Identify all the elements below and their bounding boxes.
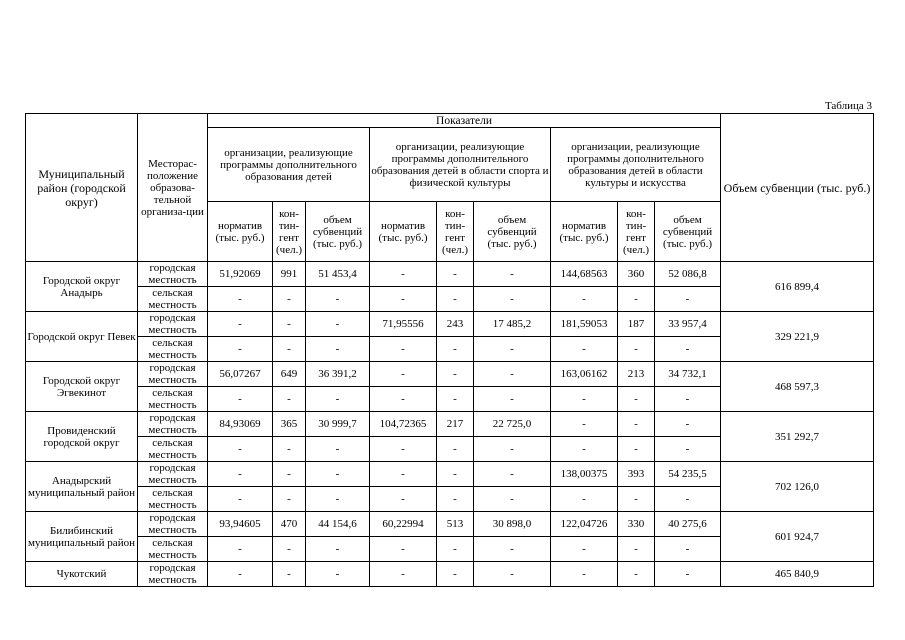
cell-value: -	[618, 337, 655, 362]
cell-value: 22 725,0	[474, 412, 551, 437]
cell-value: 649	[273, 362, 306, 387]
cell-value: 51,92069	[208, 262, 273, 287]
cell-value: 17 485,2	[474, 312, 551, 337]
municipality-name: Билибинский муниципальный район	[26, 512, 138, 562]
cell-value: 181,59053	[551, 312, 618, 337]
cell-value: -	[306, 312, 370, 337]
header-volume-general: объем субвенций (тыс. руб.)	[306, 202, 370, 262]
municipality-name: Городской округ Анадырь	[26, 262, 138, 312]
cell-value: 217	[437, 412, 474, 437]
cell-value: -	[655, 487, 721, 512]
subvention-total: 616 899,4	[721, 262, 874, 312]
cell-value: -	[208, 337, 273, 362]
location-rural: сельская местность	[138, 537, 208, 562]
header-group-general: организации, реализующие программы дополнительного образования детей	[208, 128, 370, 202]
header-total: Объем субвенции (тыс. руб.)	[721, 114, 874, 262]
cell-value: -	[437, 262, 474, 287]
cell-value: -	[474, 337, 551, 362]
cell-value: -	[370, 287, 437, 312]
cell-value: 122,04726	[551, 512, 618, 537]
cell-value: 144,68563	[551, 262, 618, 287]
cell-value: -	[474, 462, 551, 487]
cell-value: 44 154,6	[306, 512, 370, 537]
cell-value: -	[273, 462, 306, 487]
header-group-sport: организации, реализующие программы дополнительного образования детей в области спорта и физической культуры	[370, 128, 551, 202]
cell-value: 30 999,7	[306, 412, 370, 437]
cell-value: 187	[618, 312, 655, 337]
cell-value: 470	[273, 512, 306, 537]
cell-value: 243	[437, 312, 474, 337]
table-row	[26, 462, 874, 487]
header-norm-general: норматив (тыс. руб.)	[208, 202, 273, 262]
cell-value: -	[208, 562, 273, 587]
cell-value: 36 391,2	[306, 362, 370, 387]
cell-value: -	[655, 437, 721, 462]
cell-value: 138,00375	[551, 462, 618, 487]
cell-value: -	[618, 287, 655, 312]
municipality-name: Чукотский	[26, 562, 138, 587]
municipality-name: Городской округ Эгвекинот	[26, 362, 138, 412]
cell-value: -	[370, 537, 437, 562]
cell-value: -	[551, 387, 618, 412]
location-urban: городская местность	[138, 362, 208, 387]
table-row	[26, 362, 874, 387]
cell-value: -	[437, 562, 474, 587]
header-contingent-sport: кон-тин-гент (чел.)	[437, 202, 474, 262]
cell-value: 30 898,0	[474, 512, 551, 537]
location-urban: городская местность	[138, 512, 208, 537]
cell-value: -	[655, 537, 721, 562]
cell-value: -	[273, 287, 306, 312]
cell-value: -	[474, 487, 551, 512]
header-group-culture: организации, реализующие программы дополнительного образования детей в области культуры и искусства	[551, 128, 721, 202]
cell-value: -	[618, 412, 655, 437]
cell-value: -	[437, 337, 474, 362]
cell-value: -	[306, 487, 370, 512]
cell-value: -	[273, 487, 306, 512]
cell-value: -	[551, 562, 618, 587]
cell-value: -	[474, 287, 551, 312]
municipality-name: Провиденский городской округ	[26, 412, 138, 462]
cell-value: -	[655, 412, 721, 437]
cell-value: -	[618, 487, 655, 512]
cell-value: 54 235,5	[655, 462, 721, 487]
location-rural: сельская местность	[138, 337, 208, 362]
cell-value: -	[551, 287, 618, 312]
cell-value: 52 086,8	[655, 262, 721, 287]
cell-value: 84,93069	[208, 412, 273, 437]
cell-value: -	[273, 562, 306, 587]
cell-value: -	[273, 312, 306, 337]
table-body	[26, 262, 874, 587]
cell-value: -	[273, 387, 306, 412]
cell-value: -	[306, 462, 370, 487]
cell-value: -	[474, 537, 551, 562]
cell-value: -	[208, 287, 273, 312]
location-urban: городская местность	[138, 462, 208, 487]
cell-value: -	[273, 437, 306, 462]
cell-value: -	[306, 287, 370, 312]
cell-value: -	[437, 287, 474, 312]
cell-value: -	[370, 262, 437, 287]
cell-value: 71,95556	[370, 312, 437, 337]
subvention-total: 702 126,0	[721, 462, 874, 512]
cell-value: -	[208, 437, 273, 462]
cell-value: -	[306, 337, 370, 362]
header-municipality: Муниципальный район (городской округ)	[26, 114, 138, 262]
location-rural: сельская местность	[138, 287, 208, 312]
header-indicators: Показатели	[208, 114, 721, 128]
cell-value: -	[437, 487, 474, 512]
header-norm-culture: норматив (тыс. руб.)	[551, 202, 618, 262]
subvention-table	[25, 113, 874, 587]
cell-value: -	[370, 437, 437, 462]
location-urban: городская местность	[138, 412, 208, 437]
cell-value: -	[474, 387, 551, 412]
municipality-name: Анадырский муниципальный район	[26, 462, 138, 512]
cell-value: -	[306, 562, 370, 587]
cell-value: -	[551, 437, 618, 462]
header-location: Месторас-положение образова-тельной организа-ции	[138, 114, 208, 262]
table-row	[26, 312, 874, 337]
cell-value: -	[655, 387, 721, 412]
cell-value: -	[551, 537, 618, 562]
table-row	[26, 412, 874, 437]
cell-value: -	[551, 337, 618, 362]
cell-value: -	[208, 312, 273, 337]
cell-value: -	[618, 387, 655, 412]
cell-value: -	[306, 437, 370, 462]
header-volume-sport: объем субвенций (тыс. руб.)	[474, 202, 551, 262]
cell-value: -	[437, 387, 474, 412]
cell-value: -	[618, 537, 655, 562]
subvention-total: 468 597,3	[721, 362, 874, 412]
cell-value: 330	[618, 512, 655, 537]
cell-value: 213	[618, 362, 655, 387]
header-volume-culture: объем субвенций (тыс. руб.)	[655, 202, 721, 262]
subvention-total: 601 924,7	[721, 512, 874, 562]
cell-value: 34 732,1	[655, 362, 721, 387]
cell-value: 163,06162	[551, 362, 618, 387]
cell-value: 991	[273, 262, 306, 287]
cell-value: 365	[273, 412, 306, 437]
cell-value: 93,94605	[208, 512, 273, 537]
cell-value: -	[208, 462, 273, 487]
location-urban: городская местность	[138, 562, 208, 587]
subvention-total: 351 292,7	[721, 412, 874, 462]
cell-value: -	[474, 262, 551, 287]
location-rural: сельская местность	[138, 487, 208, 512]
table-row	[26, 262, 874, 287]
table-row	[26, 512, 874, 537]
cell-value: -	[437, 537, 474, 562]
cell-value: -	[208, 387, 273, 412]
location-urban: городская местность	[138, 312, 208, 337]
cell-value: -	[618, 562, 655, 587]
cell-value: 56,07267	[208, 362, 273, 387]
cell-value: -	[208, 487, 273, 512]
cell-value: 40 275,6	[655, 512, 721, 537]
subvention-total: 329 221,9	[721, 312, 874, 362]
cell-value: -	[370, 387, 437, 412]
cell-value: -	[208, 537, 273, 562]
cell-value: 51 453,4	[306, 262, 370, 287]
cell-value: -	[551, 487, 618, 512]
cell-value: 360	[618, 262, 655, 287]
cell-value: -	[655, 287, 721, 312]
header-contingent-culture: кон-тин-гент (чел.)	[618, 202, 655, 262]
cell-value: 33 957,4	[655, 312, 721, 337]
cell-value: -	[437, 437, 474, 462]
cell-value: -	[655, 337, 721, 362]
cell-value: -	[306, 537, 370, 562]
cell-value: -	[655, 562, 721, 587]
location-urban: городская местность	[138, 262, 208, 287]
cell-value: 60,22994	[370, 512, 437, 537]
table-row	[26, 562, 874, 587]
cell-value: -	[474, 437, 551, 462]
cell-value: -	[474, 362, 551, 387]
cell-value: -	[273, 537, 306, 562]
cell-value: -	[370, 487, 437, 512]
cell-value: -	[370, 562, 437, 587]
cell-value: -	[474, 562, 551, 587]
header-norm-sport: норматив (тыс. руб.)	[370, 202, 437, 262]
cell-value: -	[370, 362, 437, 387]
cell-value: -	[306, 387, 370, 412]
header-contingent-general: кон-тин-гент (чел.)	[273, 202, 306, 262]
cell-value: -	[437, 462, 474, 487]
location-rural: сельская местность	[138, 437, 208, 462]
cell-value: 393	[618, 462, 655, 487]
cell-value: 104,72365	[370, 412, 437, 437]
cell-value: -	[273, 337, 306, 362]
cell-value: -	[370, 462, 437, 487]
cell-value: -	[618, 437, 655, 462]
table-caption: Таблица 3	[824, 100, 872, 112]
cell-value: -	[370, 337, 437, 362]
cell-value: 513	[437, 512, 474, 537]
municipality-name: Городской округ Певек	[26, 312, 138, 362]
cell-value: -	[551, 412, 618, 437]
cell-value: -	[437, 362, 474, 387]
location-rural: сельская местность	[138, 387, 208, 412]
subvention-total: 465 840,9	[721, 562, 874, 587]
